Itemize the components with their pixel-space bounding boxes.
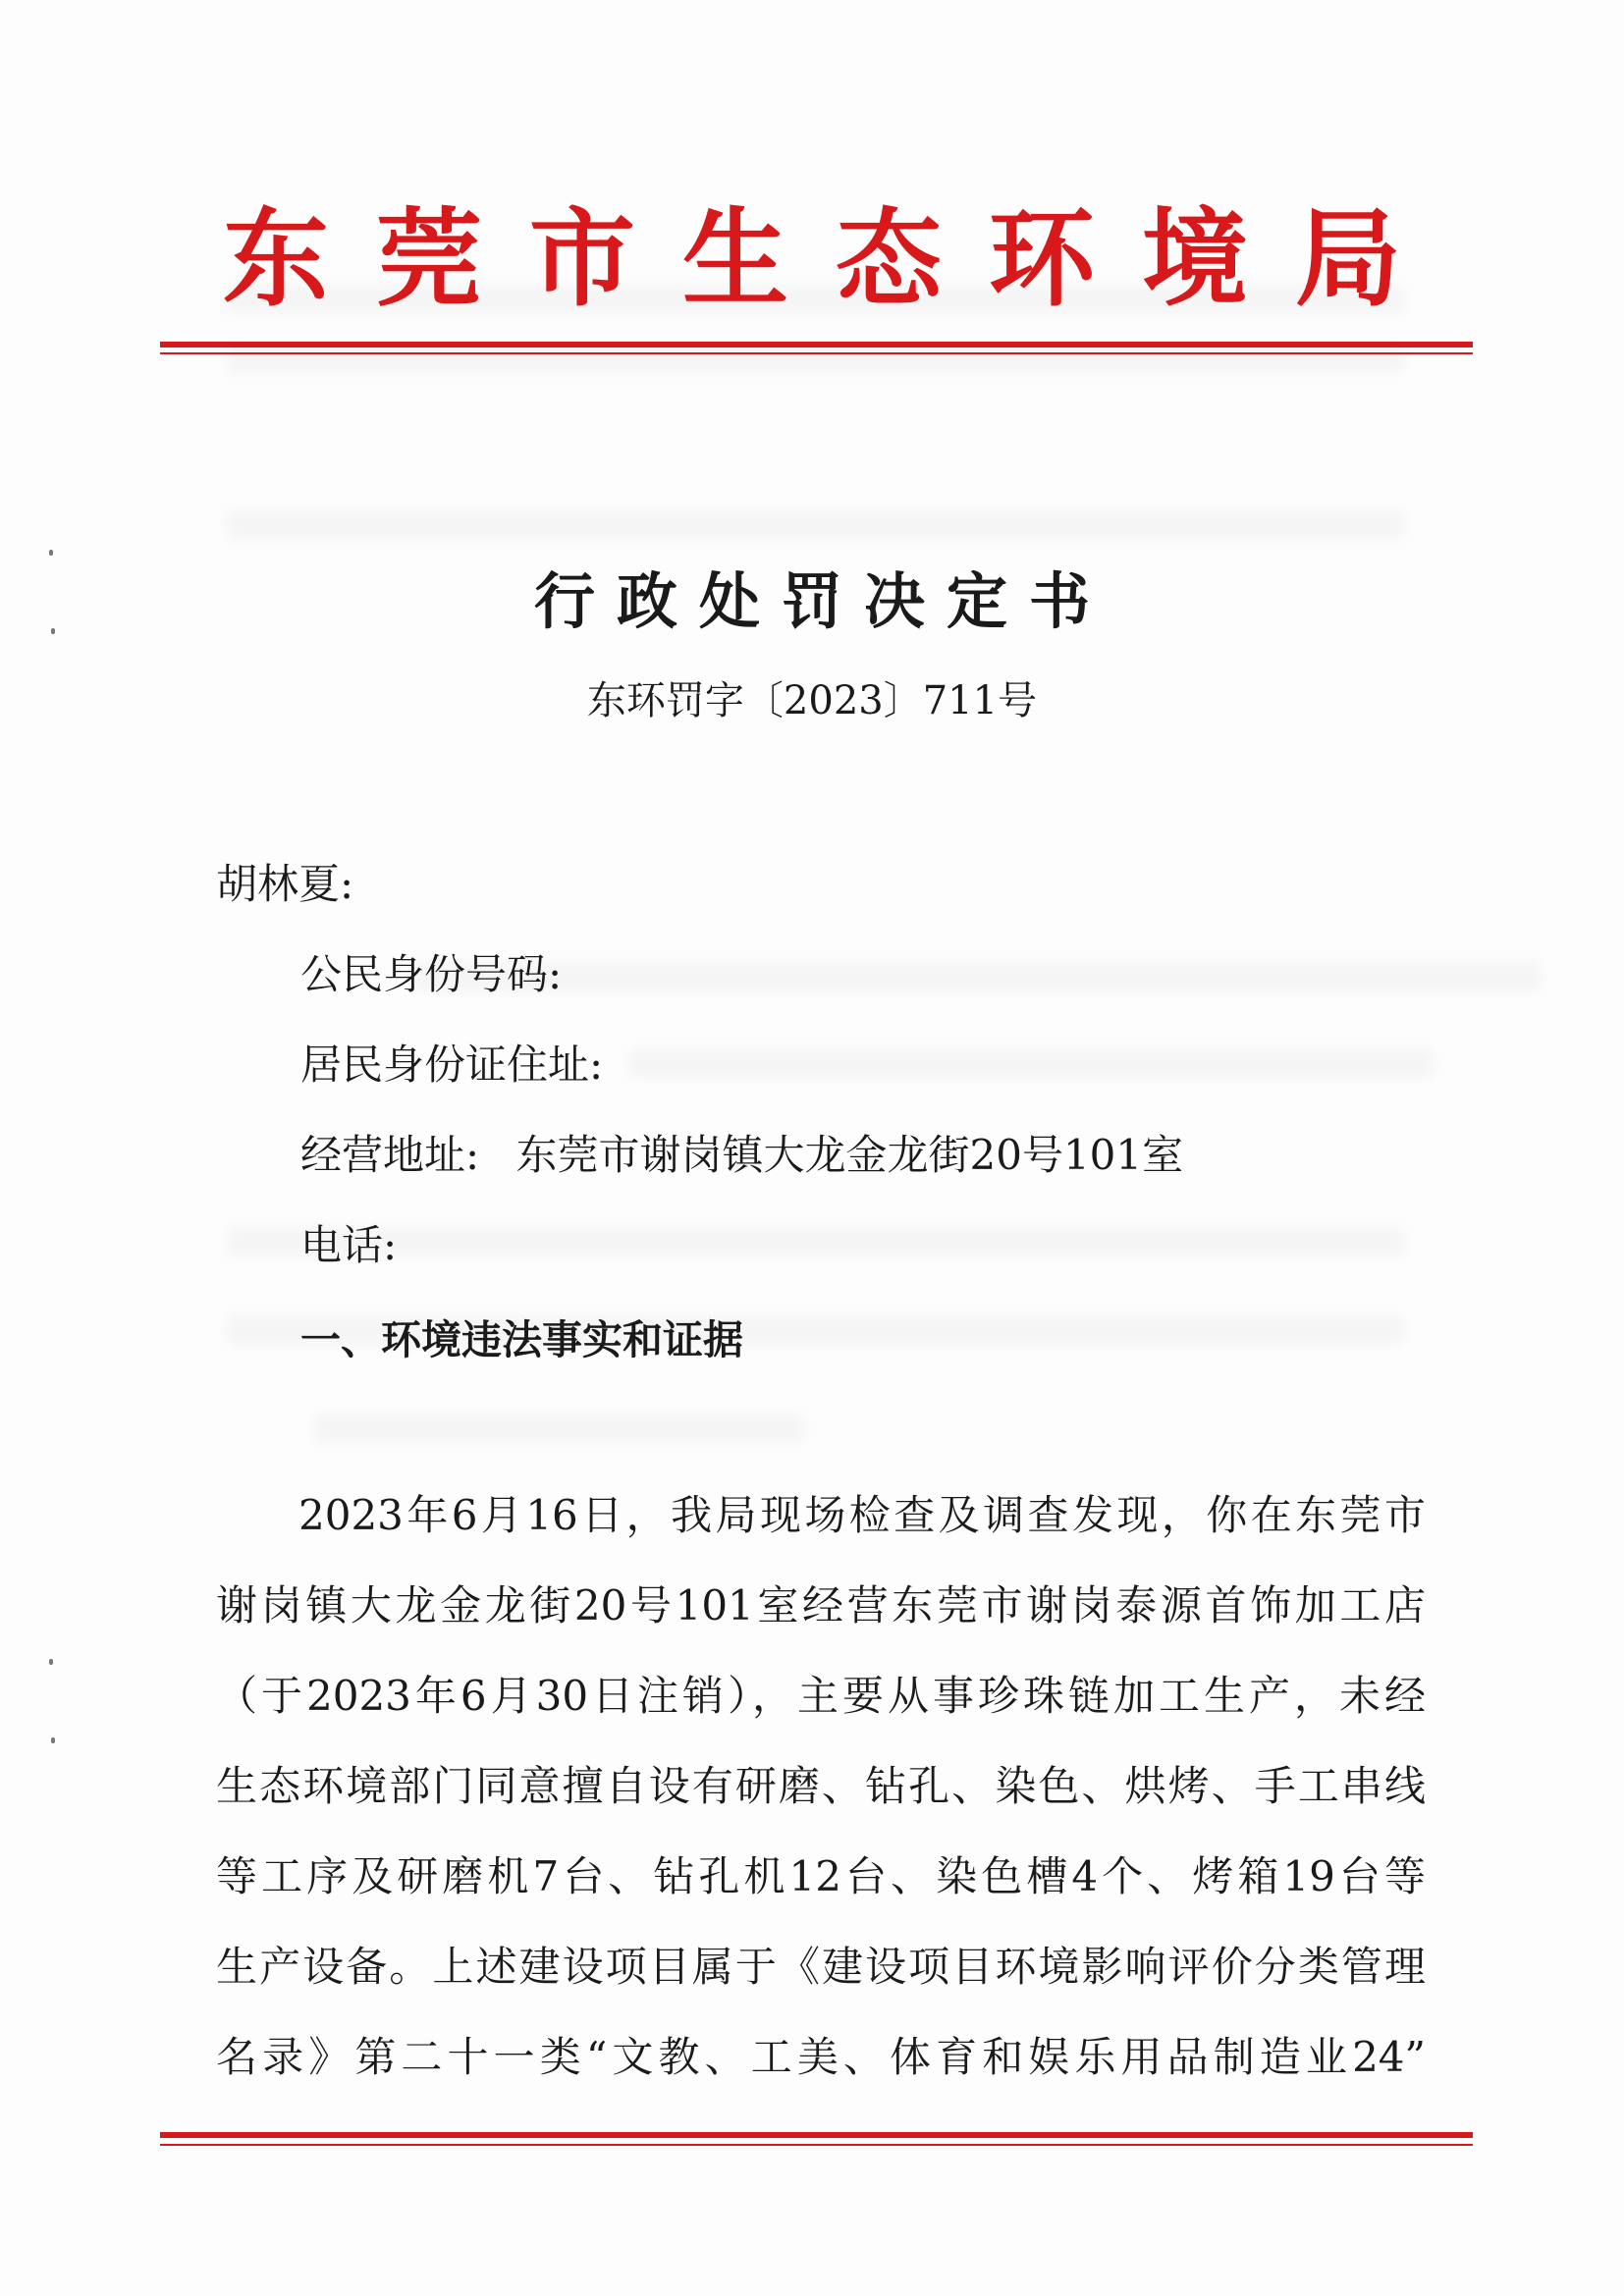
business-address xyxy=(300,1131,1184,1179)
scan-artifact xyxy=(412,962,1542,991)
paragraph-line: 生产设备。上述建设项目属于《建设项目环境影响评价分类管理 xyxy=(216,1943,1426,1991)
document-title: 行政处罚决定书 xyxy=(533,565,1111,637)
paragraph-line: （于2023年6月30日注销），主要从事珍珠链加工生产，未经 xyxy=(216,1672,1426,1720)
agency-letterhead: 东莞市生态环境局 xyxy=(222,197,1448,321)
paragraph-line: 生态环境部门同意擅自设有研磨、钻孔、染色、烘烤、手工串线 xyxy=(216,1762,1426,1810)
scan-artifact xyxy=(628,1048,1434,1078)
scan-artifact xyxy=(314,1414,805,1443)
residence-address-label: 居民身份证住址: xyxy=(300,1041,604,1089)
paragraph-line: 等工序及研磨机7台、钻孔机12台、染色槽4个、烤箱19台等 xyxy=(216,1852,1426,1900)
scan-artifact xyxy=(226,510,1404,540)
id-number-label: 公民身份号码: xyxy=(300,950,563,998)
section-heading: 一、环境违法事实和证据 xyxy=(300,1316,743,1363)
business-address-value: 东莞市谢岗镇大龙金龙街20号101室 xyxy=(515,1131,1184,1179)
footer-rule-thick xyxy=(160,2132,1473,2138)
document-number: 东环罚字〔2023〕711号 xyxy=(586,678,1038,723)
violation-facts-paragraph xyxy=(216,1470,1426,2103)
business-address-label: 经营地址: xyxy=(300,1131,480,1179)
scan-artifact xyxy=(226,1227,1404,1256)
party-name: 胡林夏: xyxy=(216,860,354,908)
paragraph-line: 2023年6月16日，我局现场检查及调查发现，你在东莞市 xyxy=(298,1491,1426,1539)
letterhead-rule-thick xyxy=(160,342,1473,347)
letterhead-rule-thin xyxy=(160,352,1473,354)
scan-speck xyxy=(49,550,53,556)
phone-label: 电话: xyxy=(300,1221,398,1269)
paragraph-line: 名录》第二十一类“文教、工美、体育和娱乐用品制造业24” xyxy=(216,2033,1426,2081)
scan-artifact xyxy=(226,344,1404,373)
paragraph-line: 谢岗镇大龙金龙街20号101室经营东莞市谢岗泰源首饰加工店 xyxy=(216,1581,1426,1629)
scan-speck xyxy=(49,1659,53,1665)
footer-rule-thin xyxy=(160,2144,1473,2146)
scan-speck xyxy=(51,1737,55,1743)
